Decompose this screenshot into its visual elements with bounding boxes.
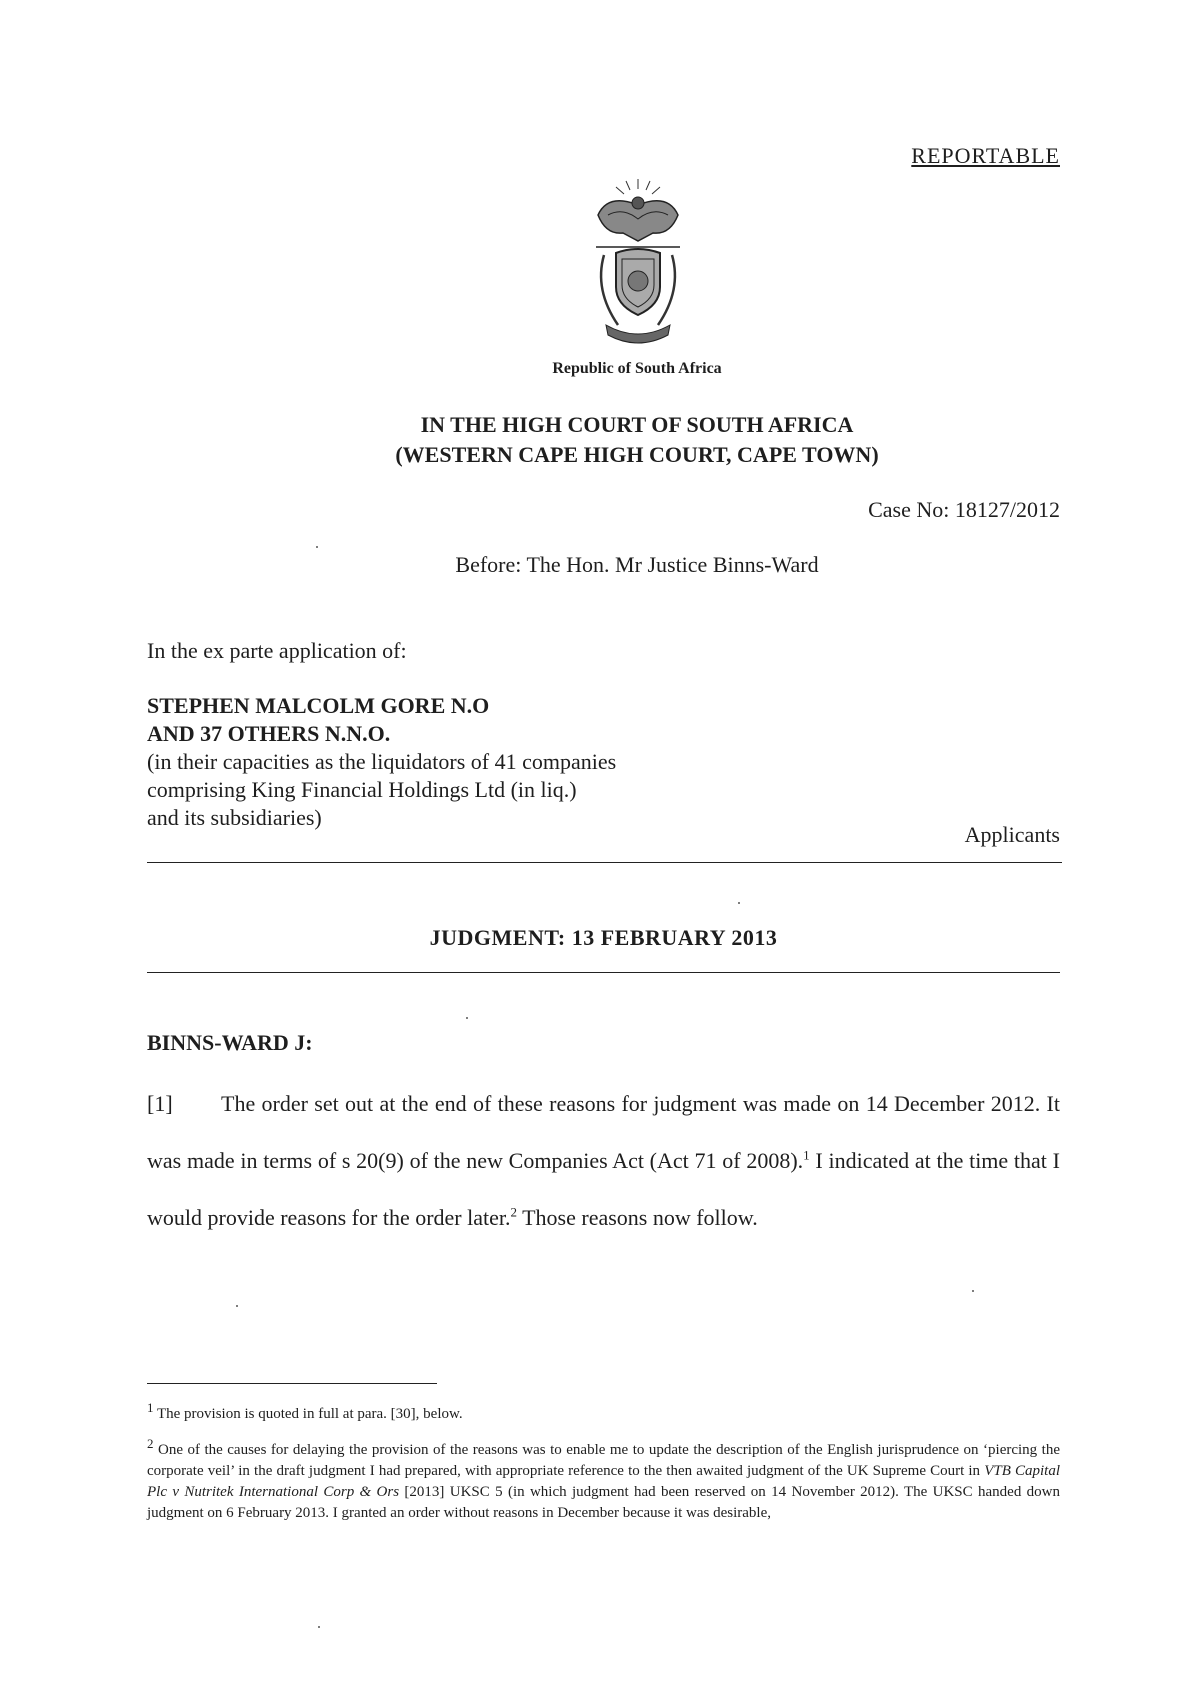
paragraph-text-3: Those reasons now follow. [517,1205,758,1230]
presiding-judge: Before: The Hon. Mr Justice Binns-Ward [455,552,819,577]
footnote-1-text: The provision is quoted in full at para. [30], below. [153,1406,463,1422]
footnote-2-case-name: VTB Capital Plc v Nutritek International Corp & Ors [147,1463,1060,1500]
applicants-block [147,692,747,832]
coat-of-arms-icon [578,175,698,345]
footnote-1-marker: 1 [147,1400,154,1415]
capacity-line-1: (in their capacities as the liquidators of 41 companies [147,749,617,774]
scan-speck [466,1017,468,1019]
court-heading [250,410,1024,470]
scan-speck [972,1290,974,1292]
scan-speck [236,1305,238,1307]
court-line-2: (WESTERN CAPE HIGH COURT, CAPE TOWN) [395,442,879,467]
divider-upper [147,862,1062,863]
paragraph-number: [1] [147,1091,173,1116]
paragraph-text-2: I indicated at the time that I would provide reasons for the order later. [147,1148,1060,1230]
applicants-role: Applicants [964,822,1060,847]
footnote-2-text-a: One of the causes for delaying the provision of the reasons was to enable me to update the description of the English jurisprudence on ‘piercing the corporate veil’ in the draft judgment I had prepared, with appropriate reference to the then awaited judgment of the UK Supreme Court in [147,1442,1060,1479]
footnote-2-marker: 2 [147,1436,154,1451]
footnote-ref-2: 2 [510,1204,517,1220]
paragraph-1 [147,1075,1060,1246]
paragraph-text-1: The order set out at the end of these reasons for judgment was made on 14 December 2012. It was made in terms of s 20(9) of the new Companies Act (Act 71 of 2008). [147,1091,1060,1173]
judge-heading: BINNS-WARD J: [147,1030,313,1055]
court-line-1: IN THE HIGH COURT OF SOUTH AFRICA [420,412,854,437]
applicant-name-line-2: AND 37 OTHERS N.N.O. [147,721,391,746]
divider-lower [147,972,1060,973]
scan-speck [318,1626,320,1628]
scan-speck [316,546,318,548]
capacity-line-3: and its subsidiaries) [147,805,322,830]
footnote-ref-1: 1 [803,1147,810,1163]
capacity-line-2: comprising King Financial Holdings Ltd (in liq.) [147,777,577,802]
case-number: Case No: 18127/2012 [868,497,1060,522]
scan-speck [738,902,740,904]
application-intro: In the ex parte application of: [147,638,407,663]
reportable-label: REPORTABLE [911,143,1060,168]
judgment-title: JUDGMENT: 13 FEBRUARY 2013 [429,925,778,950]
republic-caption: Republic of South Africa [552,360,722,377]
footnote-2-text-b: [2013] UKSC 5 (in which judgment had been reserved on 14 November 2012). The UKSC handed down judgment on 6 February 2013. I granted an order without reasons in December because it was desirable, [147,1484,1061,1521]
footnote-1 [147,1400,1060,1425]
applicant-name-line-1: STEPHEN MALCOLM GORE N.O [147,693,490,718]
footnote-separator [147,1383,437,1384]
footnote-2 [147,1436,1061,1524]
